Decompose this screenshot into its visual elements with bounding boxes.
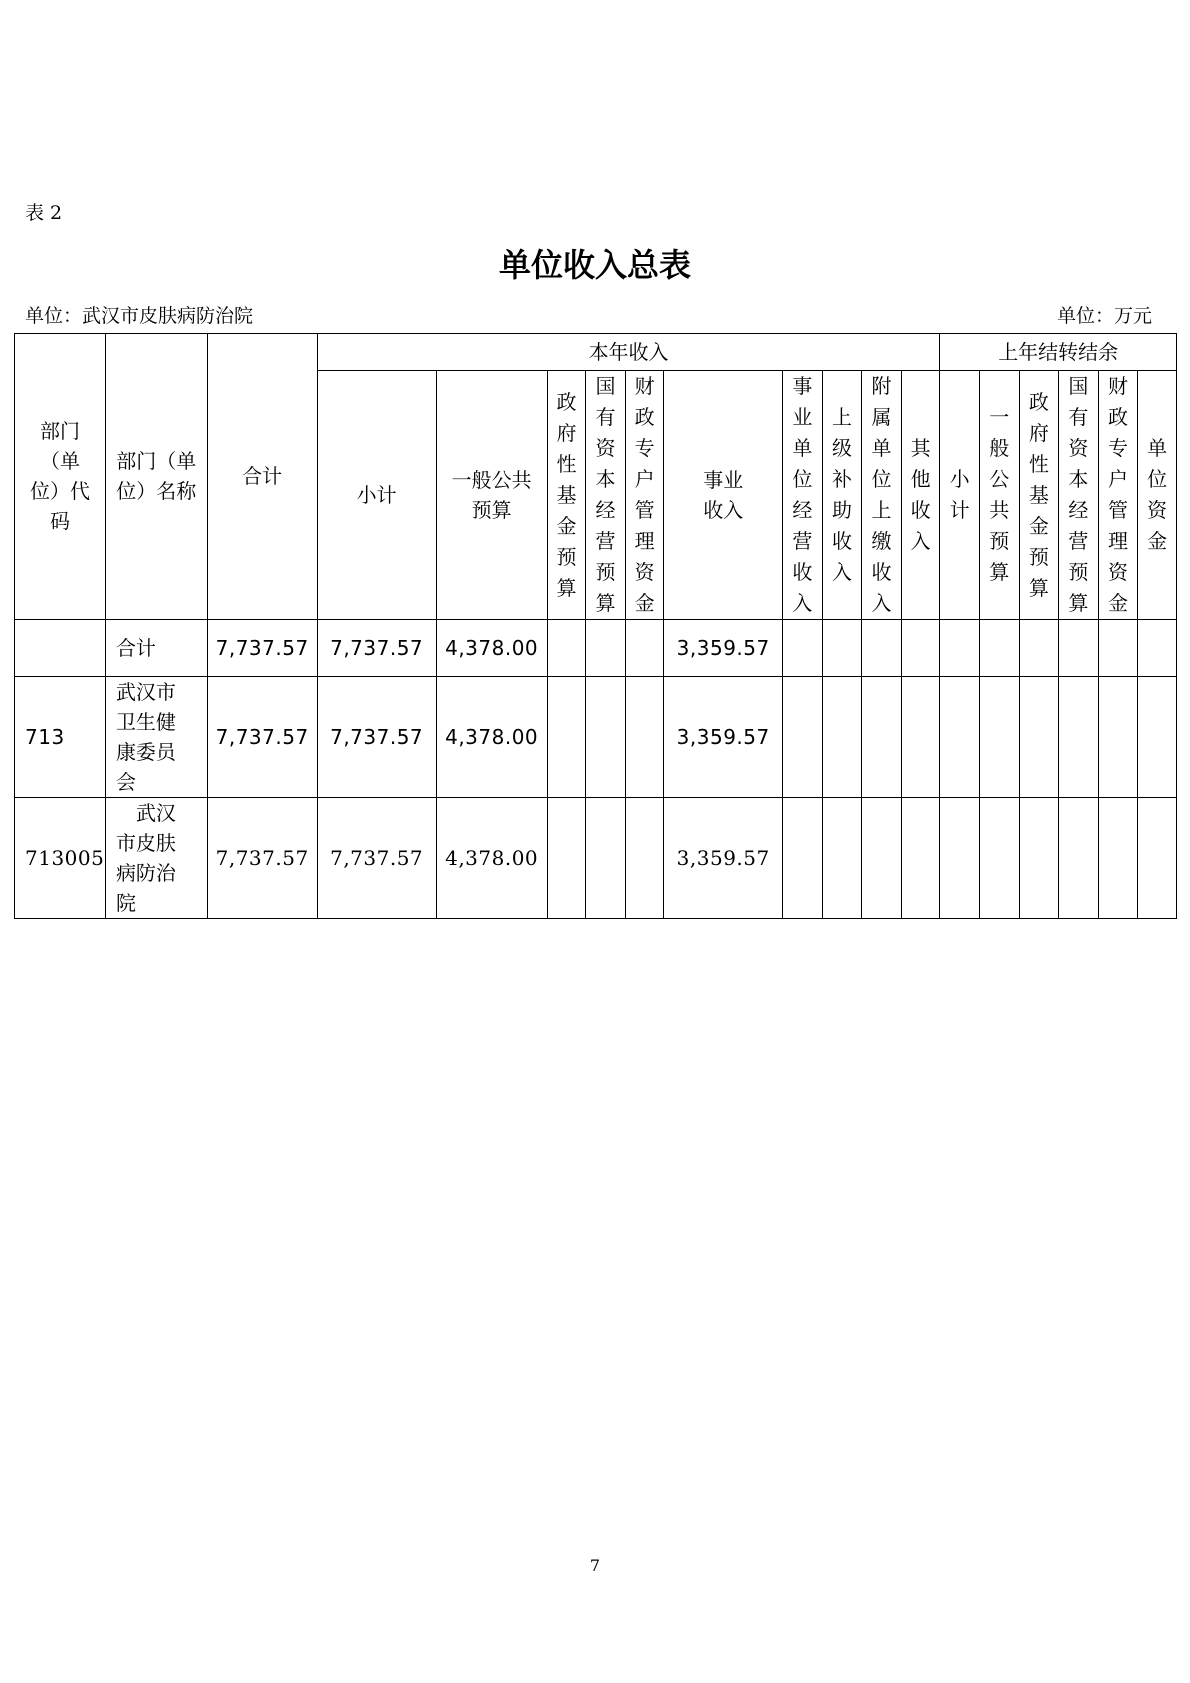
empty-cell	[783, 677, 823, 798]
empty-cell	[822, 798, 862, 919]
empty-cell	[1138, 620, 1177, 677]
empty-cell	[1059, 677, 1099, 798]
income-summary-table	[14, 333, 1177, 919]
row-business-income: 3,359.57	[664, 798, 783, 919]
header-affiliated-income: 附属单位上缴收入	[862, 371, 902, 620]
empty-cell	[940, 620, 980, 677]
empty-cell	[901, 620, 940, 677]
unit-organization: 单位：武汉市皮肤病防治院	[25, 305, 254, 327]
empty-cell	[862, 620, 902, 677]
header-subtotal: 小计	[317, 371, 436, 620]
row-subtotal: 7,737.57	[317, 798, 436, 919]
empty-cell	[979, 620, 1019, 677]
empty-cell	[1059, 620, 1099, 677]
empty-cell	[547, 798, 586, 919]
header-carryover-subtotal: 小计	[940, 371, 980, 620]
empty-cell	[1098, 677, 1138, 798]
row-code: 713005	[15, 798, 106, 919]
empty-cell	[940, 798, 980, 919]
row-general-budget: 4,378.00	[436, 677, 547, 798]
empty-cell	[1019, 677, 1059, 798]
empty-cell	[1138, 677, 1177, 798]
header-general-budget: 一般公共预算	[436, 371, 547, 620]
row-code: 713	[15, 677, 106, 798]
table-row-unit	[15, 798, 1177, 919]
header-dept-code: 部门（单位）代码	[15, 334, 106, 620]
empty-cell	[625, 677, 664, 798]
empty-cell	[586, 798, 626, 919]
row-business-income: 3,359.57	[664, 677, 783, 798]
header-carryover-general-budget: 一般公共预算	[979, 371, 1019, 620]
header-current-year-income: 本年收入	[317, 334, 940, 371]
header-carryover-state-capital: 国有资本经营预算	[1059, 371, 1099, 620]
row-total: 7,737.57	[207, 677, 317, 798]
empty-cell	[783, 620, 823, 677]
header-other-income: 其他收入	[901, 371, 940, 620]
empty-cell	[625, 798, 664, 919]
empty-cell	[822, 677, 862, 798]
empty-cell	[901, 798, 940, 919]
row-code	[15, 620, 106, 677]
table-label: 表 2	[25, 202, 63, 224]
row-subtotal: 7,737.57	[317, 620, 436, 677]
empty-cell	[586, 620, 626, 677]
table-row-department	[15, 677, 1177, 798]
row-subtotal: 7,737.57	[317, 677, 436, 798]
header-superior-subsidy: 上级补助收入	[822, 371, 862, 620]
empty-cell	[783, 798, 823, 919]
empty-cell	[1098, 798, 1138, 919]
header-total: 合计	[207, 334, 317, 620]
header-state-capital: 国有资本经营预算	[586, 371, 626, 620]
unit-currency: 单位：万元	[1056, 305, 1152, 327]
empty-cell	[1019, 798, 1059, 919]
empty-cell	[547, 677, 586, 798]
header-carryover-fiscal-special: 财政专户管理资金	[1098, 371, 1138, 620]
header-dept-name: 部门（单位）名称	[105, 334, 207, 620]
row-total: 7,737.57	[207, 620, 317, 677]
table-row-total	[15, 620, 1177, 677]
header-carryover-unit-funds: 单位资金	[1138, 371, 1177, 620]
row-name: 武汉市卫生健康委员会	[105, 677, 207, 798]
empty-cell	[547, 620, 586, 677]
row-name: 武汉市皮肤病防治院	[105, 798, 207, 919]
empty-cell	[901, 677, 940, 798]
page-number: 7	[589, 1556, 601, 1575]
empty-cell	[979, 677, 1019, 798]
row-business-income: 3,359.57	[664, 620, 783, 677]
empty-cell	[979, 798, 1019, 919]
row-total: 7,737.57	[207, 798, 317, 919]
header-gov-fund: 政府性基金预算	[547, 371, 586, 620]
empty-cell	[862, 798, 902, 919]
empty-cell	[1019, 620, 1059, 677]
header-carryover: 上年结转结余	[940, 334, 1177, 371]
empty-cell	[940, 677, 980, 798]
empty-cell	[862, 677, 902, 798]
row-general-budget: 4,378.00	[436, 620, 547, 677]
empty-cell	[822, 620, 862, 677]
row-name: 合计	[105, 620, 207, 677]
header-fiscal-special: 财政专户管理资金	[625, 371, 664, 620]
page-title: 单位收入总表	[498, 246, 691, 284]
empty-cell	[1098, 620, 1138, 677]
empty-cell	[1059, 798, 1099, 919]
header-carryover-gov-fund: 政府性基金预算	[1019, 371, 1059, 620]
empty-cell	[586, 677, 626, 798]
empty-cell	[625, 620, 664, 677]
header-operating-income: 事业单位经营收入	[783, 371, 823, 620]
empty-cell	[1138, 798, 1177, 919]
row-general-budget: 4,378.00	[436, 798, 547, 919]
header-business-income: 事业收入	[664, 371, 783, 620]
